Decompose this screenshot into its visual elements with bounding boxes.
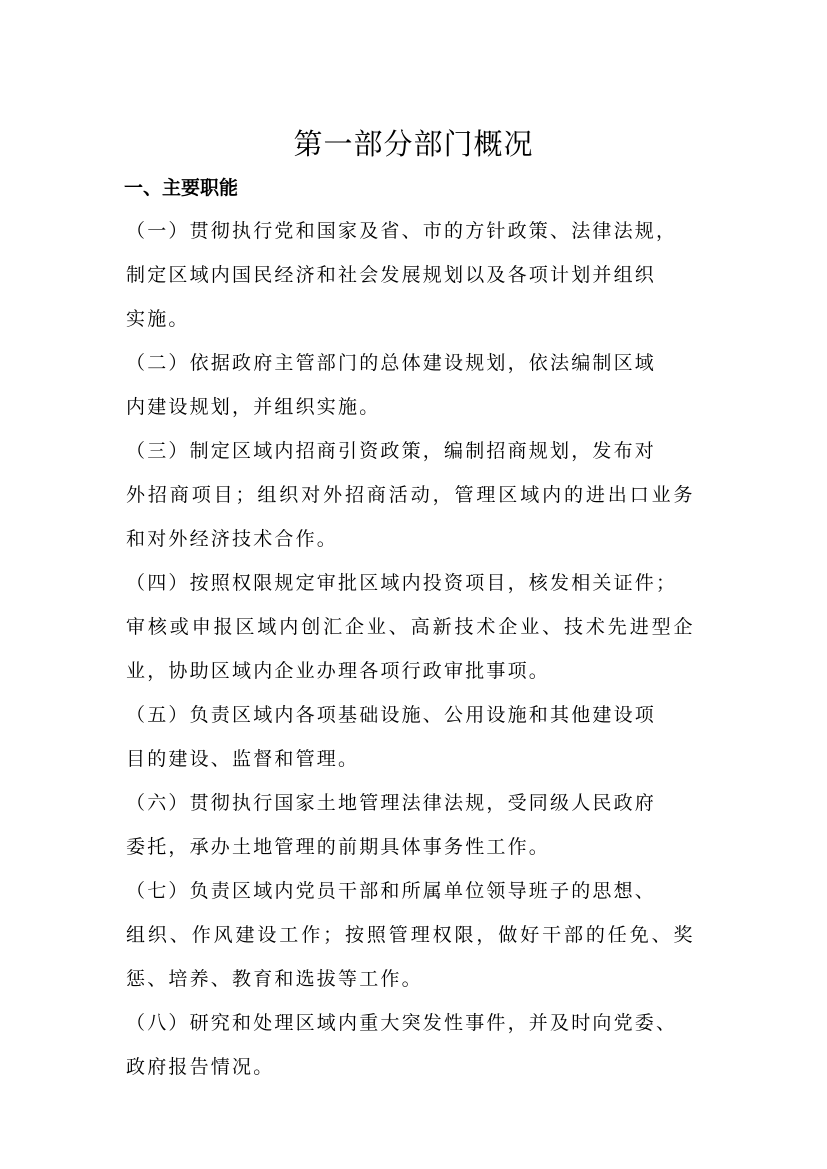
paragraph-line: 和对外经济技术合作。 — [126, 528, 339, 550]
paragraph-line: 组织、作风建设工作；按照管理权限，做好干部的任免、奖 — [126, 924, 696, 946]
paragraph-line: （三）制定区域内招商引资政策，编制招商规划，发布对 — [126, 440, 657, 462]
paragraph-line: （五）负责区域内各项基础设施、公用设施和其他建设项 — [126, 704, 657, 726]
paragraph-line: 目的建设、监督和管理。 — [126, 748, 360, 770]
paragraph-line: （八）研究和处理区域内重大突发性事件，并及时向党委、 — [126, 1012, 678, 1034]
paragraph-line: （二）依据政府主管部门的总体建设规划，依法编制区域 — [126, 352, 657, 374]
paragraph-line: （四）按照权限规定审批区域内投资项目，核发相关证件； — [126, 572, 678, 594]
paragraph-line: 业，协助区域内企业办理各项行政审批事项。 — [126, 660, 551, 682]
section-heading: 一、主要职能 — [124, 177, 239, 199]
paragraph-line: 内建设规划，并组织实施。 — [126, 396, 381, 418]
paragraph-line: 委托，承办土地管理的前期具体事务性工作。 — [126, 836, 551, 858]
paragraph-line: 制定区域内国民经济和社会发展规划以及各项计划并组织 — [126, 264, 657, 286]
paragraph-line: （一）贯彻执行党和国家及省、市的方针政策、法律法规， — [126, 220, 678, 242]
paragraph-line: 政府报告情况。 — [126, 1056, 275, 1078]
page-title: 第一部分部门概况 — [293, 127, 534, 161]
paragraph-line: （六）贯彻执行国家土地管理法律法规，受同级人民政府 — [126, 792, 657, 814]
paragraph-line: 审核或申报区域内创汇企业、高新技术企业、技术先进型企 — [126, 616, 696, 638]
paragraph-line: （七）负责区域内党员干部和所属单位领导班子的思想、 — [126, 880, 657, 902]
paragraph-line: 惩、培养、教育和选拔等工作。 — [126, 968, 423, 990]
paragraph-line: 实施。 — [126, 308, 190, 330]
paragraph-line: 外招商项目；组织对外招商活动，管理区域内的进出口业务 — [126, 484, 696, 506]
